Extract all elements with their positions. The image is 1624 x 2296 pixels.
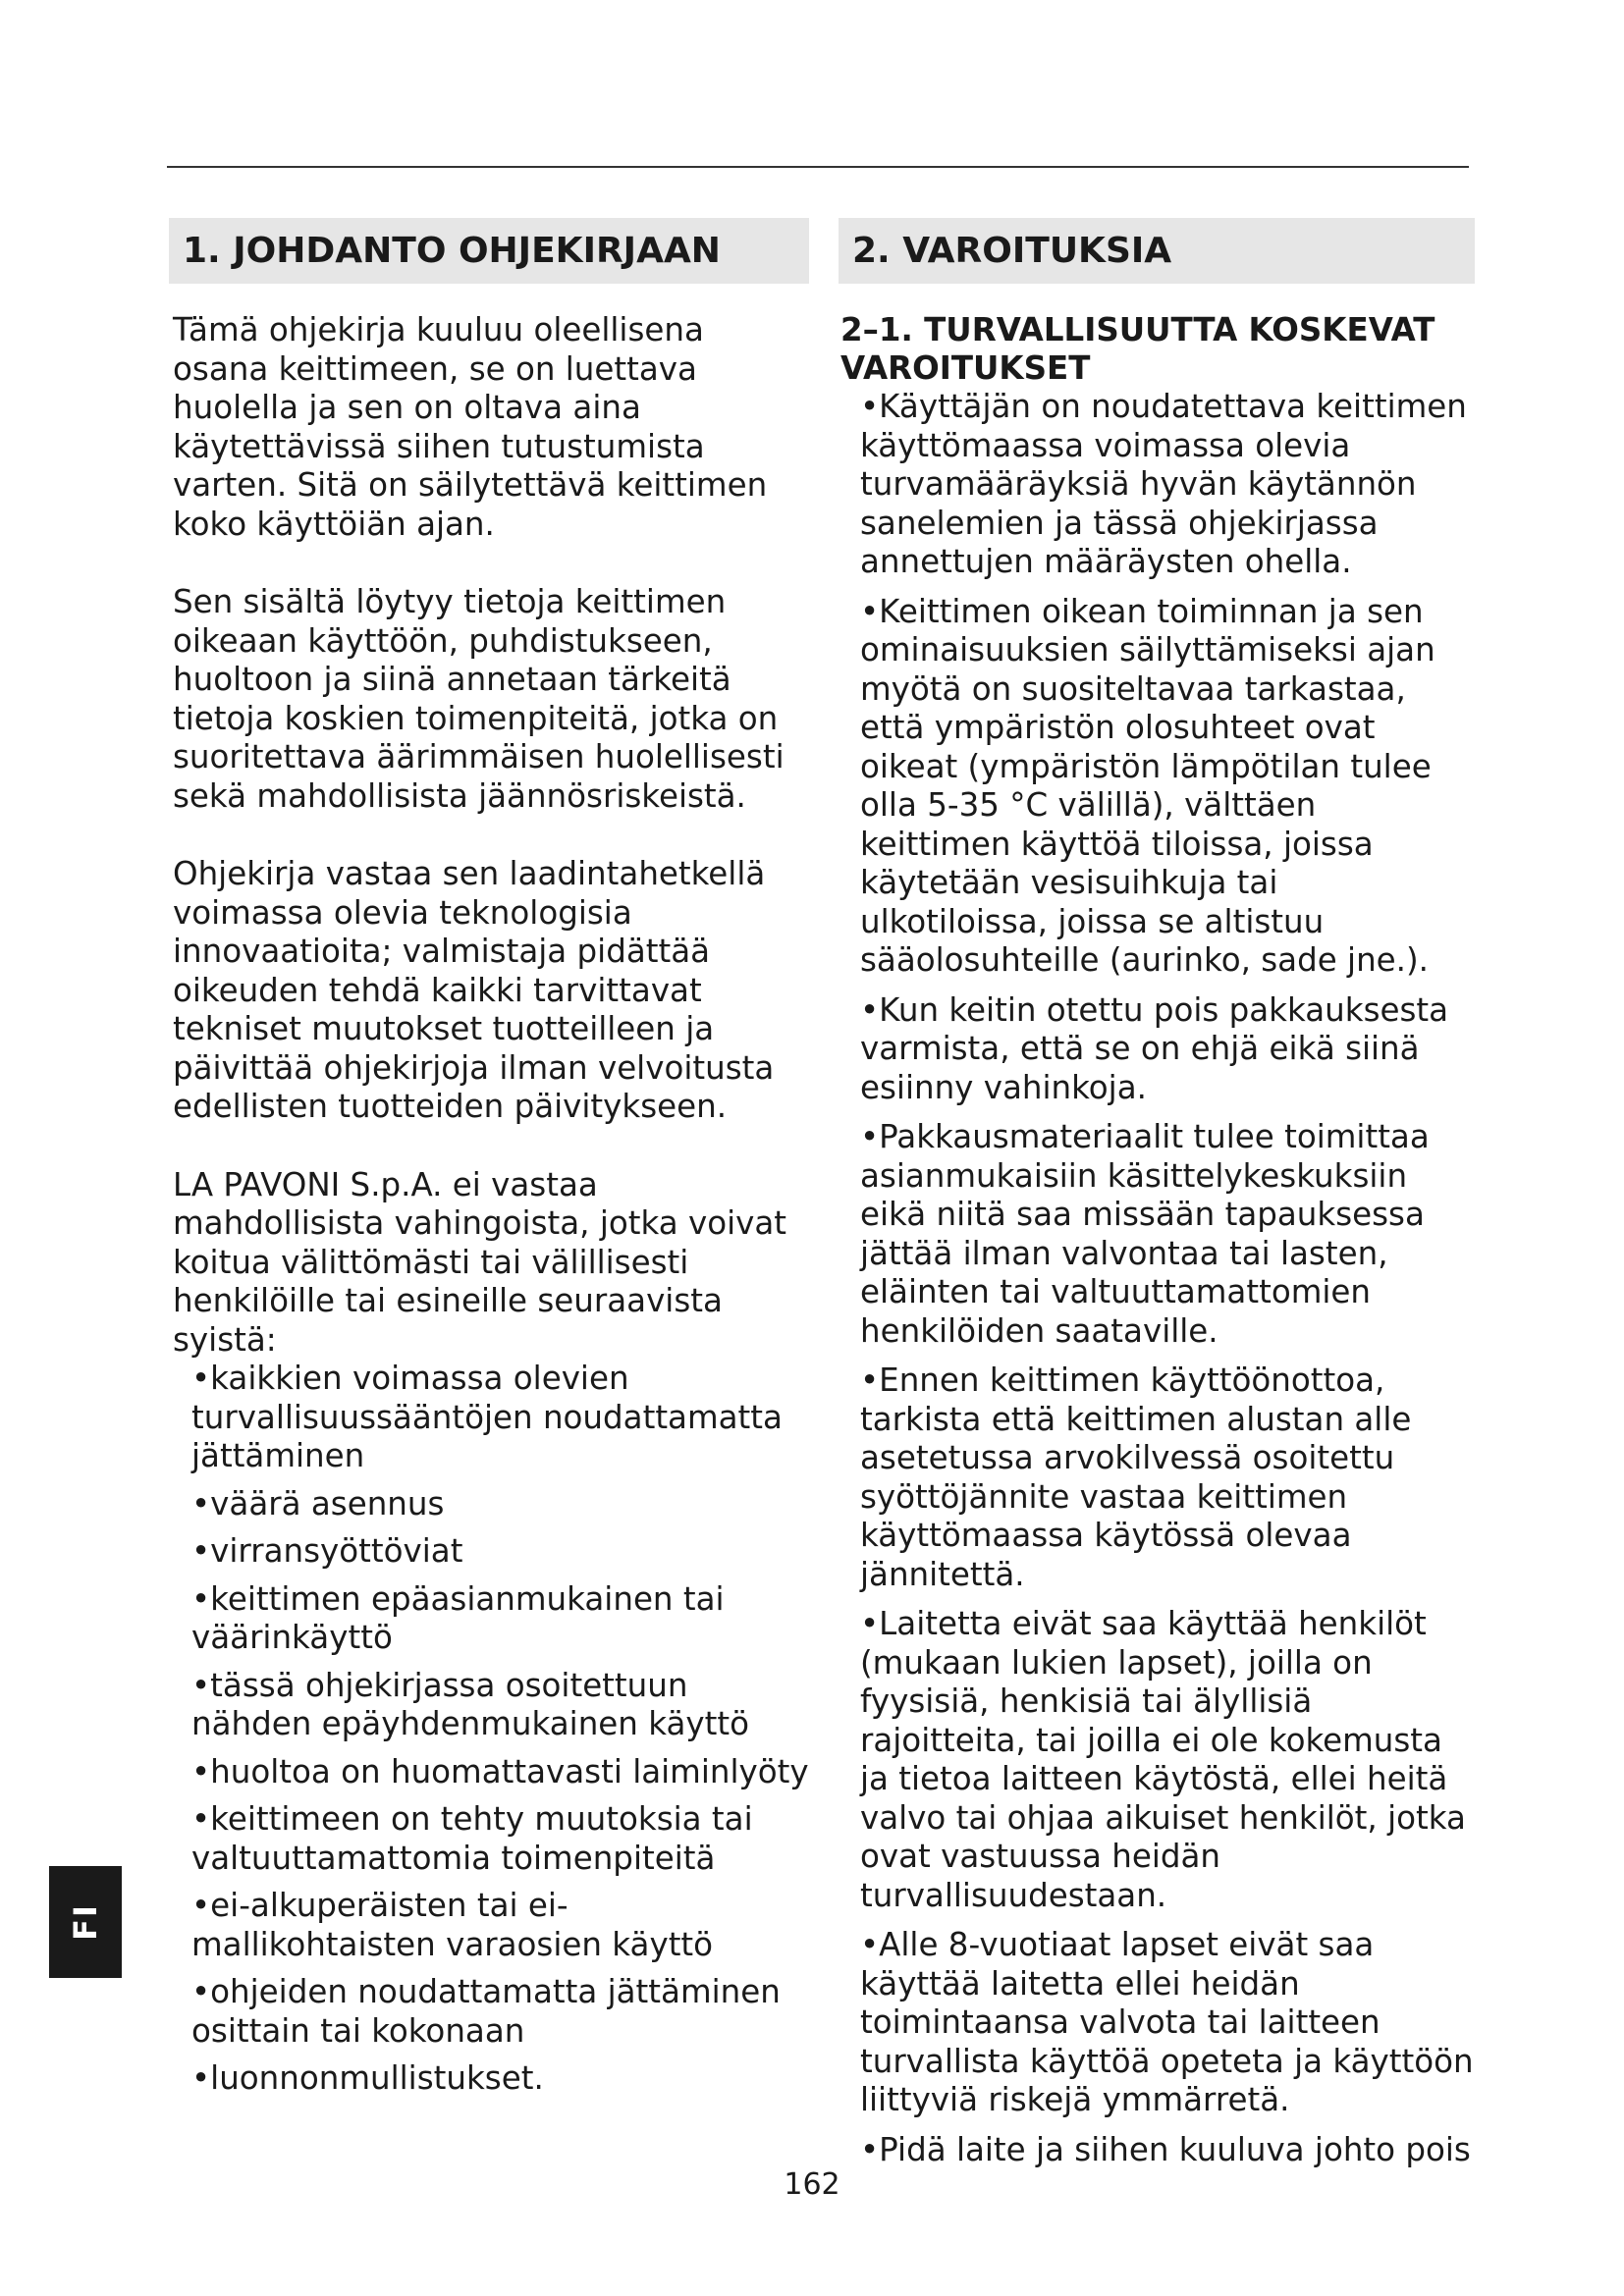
safety-warning-list [839,388,1475,2169]
list-item: • Pakkausmateriaalit tulee toimittaa asianmukaisiin käsittelykeskuksiin eikä niitä saa missään tapauksessa jättää ilman valvontaa tai lasten, eläinten tai valtuuttamattomien henkilöiden saataville. [860,1118,1475,1351]
list-item: • tässä ohjekirjassa osoitettuun nähden epäyhdenmukainen käyttö [191,1667,809,1744]
list-item: • väärä asennus [191,1485,809,1524]
list-item: • Ennen keittimen käyttöönottoa, tarkista että keittimen alustan alle asetetussa arvokilvessä osoitettu syöttöjännite vastaa keittimen käyttömaassa käytössä olevaa jännitettä. [860,1362,1475,1594]
language-tab [49,1866,122,1978]
list-item: • luonnonmullistukset. [191,2059,809,2099]
subsection-heading: 2–1. TURVALLISUUTTA KOSKEVAT VAROITUKSET [840,311,1435,387]
list-item: • ohjeiden noudattamatta jättäminen osittain tai kokonaan [191,1973,809,2051]
section-heading-introduction: 1. JOHDANTO OHJEKIRJAAN [169,218,809,284]
warnings-content [839,311,1475,2169]
list-item: • Laitetta eivät saa käyttää henkilöt (mukaan lukien lapset), joilla on fyysisiä, henkisiä tai älyllisiä rajoitteita, tai joilla ei ole kokemusta ja tietoa laitteen käytöstä, ellei heitä valvo tai ohjaa aikuiset henkilöt, jotka ovat vastuussa heidän turvallisuudestaan. [860,1605,1475,1915]
list-item: • virransyöttöviat [191,1532,809,1572]
list-item: • keittimen epäasianmukainen tai väärinkäyttö [191,1580,809,1658]
section-heading-warnings: 2. VAROITUKSIA [839,218,1475,284]
list-item: • Pidä laite ja siihen kuuluva johto pois [860,2131,1475,2170]
list-item: • huoltoa on huomattavasti laiminlyöty [191,1753,809,1792]
left-column [169,218,809,2108]
list-item: • keittimeen on tehty muutoksia tai valtuuttamattomia toimenpiteitä [191,1800,809,1878]
paragraph: Ohjekirja vastaa sen laadintahetkellä voimassa olevia teknologisia innovaatioita; valmistaja pidättää oikeuden tehdä kaikki tarvittavat tekniset muutokset tuotteilleen ja päivittää ohjekirjoja ilman velvoitusta edellisten tuotteiden päivitykseen. [173,855,775,1125]
paragraph: LA PAVONI S.p.A. ei vastaa mahdollisista vahingoista, jotka voivat koitua välittömästi tai välillisesti henkilöille tai esineille seuraavista syistä: [173,1165,787,1359]
list-item: • Alle 8-vuotiaat lapset eivät saa käyttää laitetta ellei heidän toimintaansa valvota tai laitteen turvallista käyttöä opeteta ja käyttöön liittyviä riskejä ymmärretä. [860,1926,1475,2120]
right-column [839,218,1475,2180]
top-rule [167,166,1469,168]
paragraph: Tämä ohjekirja kuuluu oleellisena osana keittimeen, se on luettava huolella ja sen on oltava aina käytettävissä siihen tutustumista varten. Sitä on säilytettävä keittimen koko käyttöiän ajan. [173,311,768,543]
list-item: • ei-alkuperäisten tai ei-mallikohtaisten varaosien käyttö [191,1887,809,1964]
introduction-content [169,311,809,2099]
paragraph: Sen sisältä löytyy tietoja keittimen oikeaan käyttöön, puhdistukseen, huoltoon ja siinä annetaan tärkeitä tietoja koskien toimenpiteitä, jotka on suoritettava äärimmäisen huolellisesti sekä mahdollisista jäännösriskeistä. [173,583,785,815]
list-item: • Kun keitin otettu pois pakkauksesta varmista, että se on ehjä eikä siinä esiinny vahinkoja. [860,991,1475,1108]
list-item: • Keittimen oikean toiminnan ja sen ominaisuuksien säilyttämiseksi ajan myötä on suositeltavaa tarkastaa, että ympäristön olosuhteet ovat oikeat (ympäristön lämpötilan tulee olla 5-35 °C välillä), välttäen keittimen käyttöä tiloissa, joissa käytetään vesisuihkuja tai ulkotiloissa, joissa se altistuu sääolosuhteille (aurinko, sade jne.). [860,593,1475,981]
list-item: • Käyttäjän on noudatettava keittimen käyttömaassa voimassa olevia turvamääräyksiä hyvän käytännön sanelemien ja tässä ohjekirjassa annettujen määräysten ohella. [860,388,1475,582]
liability-list [169,1360,809,2099]
list-item: • kaikkien voimassa olevien turvallisuussääntöjen noudattamatta jättäminen [191,1360,809,1476]
page-number: 162 [784,2167,840,2202]
language-code: FI [66,1903,104,1941]
